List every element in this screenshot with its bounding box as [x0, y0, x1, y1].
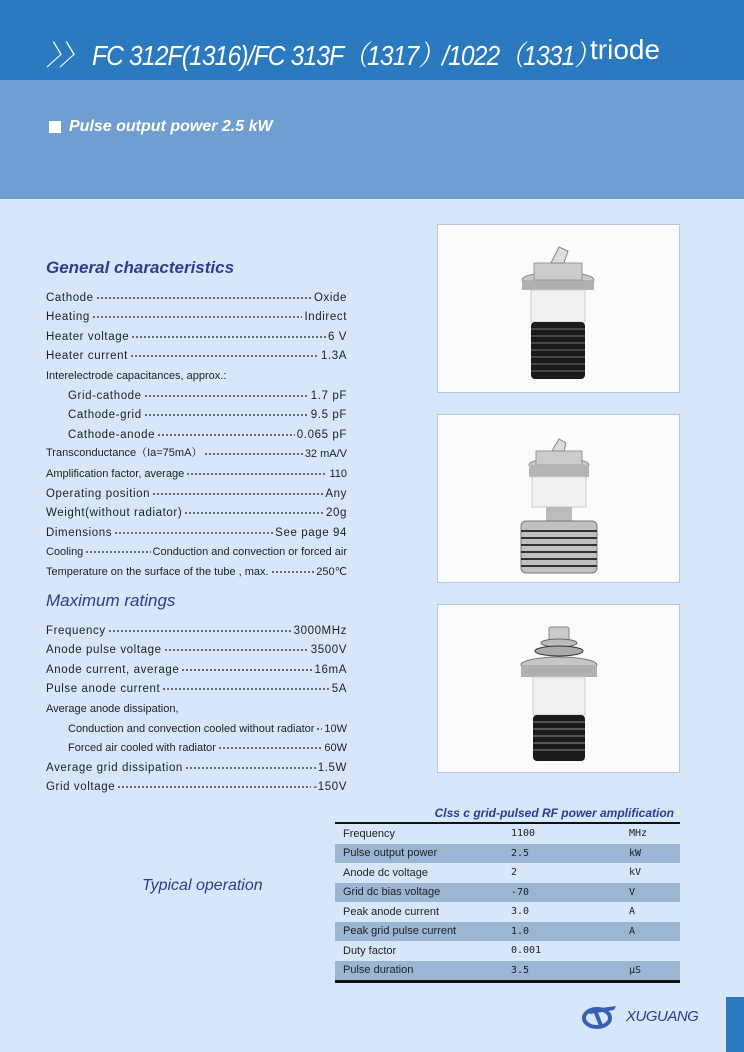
param-cell: Peak grid pulse current [335, 922, 503, 942]
typical-operation-heading: Typical operation [142, 877, 263, 894]
spec-label: Heater current [46, 350, 128, 363]
spec-row [46, 304, 347, 324]
spec-label: Average anode dissipation, [46, 702, 179, 715]
spec-row [46, 676, 347, 696]
tube-photo-2 [437, 414, 680, 583]
dot-leader [130, 353, 319, 359]
spec-value: 20g [326, 507, 347, 520]
spec-value: 32 mA/V [304, 448, 347, 461]
spec-value: Indirect [304, 311, 347, 324]
value-cell: 0.001 [511, 945, 542, 957]
spec-value: 5A [331, 683, 347, 696]
spec-value: 6 V [327, 330, 347, 343]
spec-row [46, 500, 347, 520]
spec-label: Grid voltage [46, 781, 116, 794]
dot-leader [152, 491, 323, 497]
dot-leader [181, 667, 312, 673]
chevron-icon: 〉〉 [46, 40, 87, 71]
subtitle-band [0, 80, 744, 199]
spec-label: Conduction and convection cooled without radiator [68, 722, 315, 735]
dot-leader [316, 726, 322, 732]
table-row [335, 941, 680, 961]
param-cell: Anode dc voltage [343, 866, 429, 879]
unit-cell: kV [629, 867, 642, 879]
param-cell: Grid dc bias voltage [335, 883, 503, 903]
spec-label: Weight(without radiator) [46, 507, 183, 520]
spec-row [46, 284, 347, 304]
spec-value: -150V [313, 781, 347, 794]
dot-leader [204, 451, 302, 457]
spec-label: Operating position [46, 487, 151, 500]
value-cell: 3.5 [503, 961, 621, 982]
brand-logo [580, 1002, 698, 1030]
dot-leader [131, 334, 326, 340]
dot-leader [85, 549, 150, 555]
spec-row [46, 617, 347, 637]
square-bullet-icon [49, 121, 61, 133]
spec-label: Average grid dissipation [46, 761, 183, 774]
param-cell: Peak anode current [343, 905, 440, 918]
spec-label: Cooling [46, 546, 84, 559]
spec-value: See page 94 [275, 526, 347, 539]
spec-value: 9.5 pF [310, 409, 347, 422]
spec-row [46, 480, 347, 500]
spec-row [46, 695, 347, 715]
spec-label: Heater voltage [46, 330, 130, 343]
spec-label: Interelectrode capacitances, approx.: [46, 369, 227, 382]
table-row [335, 844, 680, 864]
title-band [0, 0, 744, 80]
param-cell: Duty factor [343, 944, 397, 957]
dot-leader [157, 432, 295, 438]
spec-label: Cathode-grid [68, 409, 142, 422]
spec-row [46, 323, 347, 343]
unit-cell: MHz [629, 828, 648, 840]
spec-row [46, 715, 347, 735]
dot-leader [164, 647, 309, 653]
value-cell: 1100 [511, 828, 536, 840]
spec-label: Pulse anode current [46, 683, 161, 696]
general-characteristics-heading: General characteristics [46, 258, 235, 277]
spec-value: Conduction and convection or forced air [152, 546, 347, 559]
dot-leader [108, 628, 292, 634]
dot-leader [162, 686, 329, 692]
dot-leader [218, 745, 322, 751]
spec-value: 250℃ [316, 565, 347, 578]
spec-row [46, 402, 347, 422]
spec-label: Forced air cooled with radiator [68, 742, 216, 755]
table-row [335, 883, 680, 903]
dot-leader [144, 393, 309, 399]
param-cell: Pulse duration [335, 961, 503, 982]
spec-row [46, 460, 347, 480]
spec-value: 1.7 pF [310, 389, 347, 402]
value-cell: -70 [503, 883, 621, 903]
unit-cell: A [621, 922, 680, 942]
spec-row [46, 558, 347, 578]
spec-row [46, 539, 347, 559]
spec-row [46, 774, 347, 794]
spec-label: Cathode-anode [68, 428, 156, 441]
spec-value: 1.3A [320, 350, 347, 363]
table-row [335, 863, 680, 883]
table-row [335, 902, 680, 922]
subtitle-text: Pulse output power 2.5 kW [69, 118, 273, 135]
page-edge-tab [726, 997, 744, 1052]
param-cell: Pulse output power [335, 844, 503, 864]
dot-leader [185, 765, 316, 771]
spec-label: Anode pulse voltage [46, 644, 162, 657]
spec-label: Anode current, average [46, 663, 180, 676]
value-cell: 1.0 [503, 922, 621, 942]
spec-value: 60W [324, 742, 347, 755]
spec-value: Oxide [313, 291, 347, 304]
tube-photo-1 [437, 224, 680, 393]
xuguang-logo-icon [580, 1002, 620, 1030]
dot-leader [184, 510, 324, 516]
unit-cell: A [629, 906, 636, 918]
spec-value: 0.065 pF [296, 428, 347, 441]
subtitle [49, 118, 273, 136]
spec-label: Heating [46, 311, 90, 324]
dot-leader [114, 530, 273, 536]
spec-value: 110 [329, 467, 347, 480]
unit-cell [621, 941, 680, 961]
spec-label: Transconductance（Ia=75mA） [46, 447, 203, 460]
spec-value: 1.5W [317, 761, 347, 774]
spec-row [46, 754, 347, 774]
unit-cell: V [621, 883, 680, 903]
value-cell: 2.5 [503, 844, 621, 864]
spec-label: Dimensions [46, 526, 113, 539]
maximum-ratings-list [46, 617, 347, 793]
table-row [335, 922, 680, 942]
spec-value: Any [325, 487, 347, 500]
page-title [46, 34, 667, 74]
brand-name: XUGUANG [626, 1007, 699, 1025]
spec-label: Temperature on the surface of the tube , max. [46, 565, 269, 578]
general-characteristics-list [46, 284, 347, 578]
spec-row [46, 382, 347, 402]
dot-leader [117, 784, 311, 790]
spec-row [46, 421, 347, 441]
dot-leader [96, 295, 312, 301]
unit-cell: μS [621, 961, 680, 982]
typical-operation-table [335, 822, 680, 983]
spec-label: Grid-cathode [68, 389, 142, 402]
device-type: triode [590, 34, 661, 65]
spec-row [46, 656, 347, 676]
value-cell: 2 [511, 867, 518, 879]
spec-label: Frequency [46, 624, 106, 637]
table-row [335, 961, 680, 982]
spec-row [46, 637, 347, 657]
dot-leader [271, 569, 315, 575]
spec-value: 10W [324, 722, 347, 735]
spec-label: Amplification factor, average [46, 467, 185, 480]
param-cell: Frequency [343, 827, 395, 840]
value-cell: 3.0 [511, 906, 530, 918]
table-row [335, 823, 680, 844]
spec-value: 3000MHz [293, 624, 347, 637]
spec-row [46, 362, 347, 382]
spec-label: Cathode [46, 291, 94, 304]
spec-row [46, 343, 347, 363]
dot-leader [92, 314, 303, 320]
spec-row [46, 441, 347, 461]
maximum-ratings-heading: Maximum ratings [46, 591, 176, 610]
typical-operation-caption: Clss c grid-pulsed RF power amplification [434, 806, 674, 820]
model-name: FC 312F(1316)/FC 313F（1317）/1022（1331） [92, 40, 599, 71]
spec-row [46, 519, 347, 539]
spec-row [46, 735, 347, 755]
unit-cell: kW [621, 844, 680, 864]
dot-leader [144, 412, 309, 418]
spec-value: 16mA [314, 663, 347, 676]
spec-value: 3500V [310, 644, 347, 657]
dot-leader [186, 471, 327, 477]
tube-photo-3 [437, 604, 680, 773]
